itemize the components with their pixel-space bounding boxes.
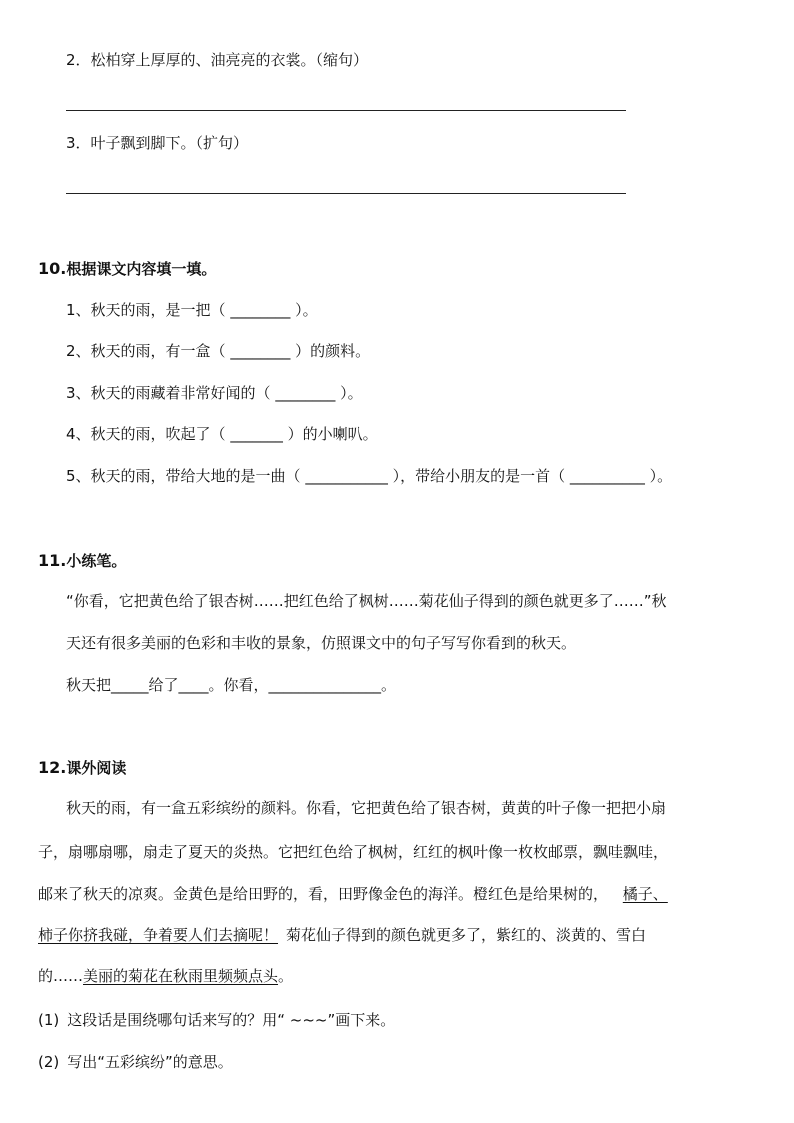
q10-item-3: 3、秋天的雨藏着非常好闻的（ ________ ）。	[66, 384, 363, 402]
q11-line-3: 秋天把_____给了____。你看，_______________。	[66, 676, 397, 694]
question-title: 课外阅读	[66, 759, 127, 777]
question-title: 小练笔。	[66, 552, 127, 570]
question-number: 12.	[38, 758, 67, 777]
question-title: 根据课文内容填一填。	[66, 260, 217, 278]
reading-line-5	[38, 966, 293, 986]
q10-item-2: 2、秋天的雨，有一盒（ ________ ）的颜料。	[66, 342, 371, 360]
underlined-text: 橘子、	[622, 885, 668, 903]
reading-line-3	[38, 884, 668, 904]
q9-item-3: 3．叶子飘到脚下。（扩句）	[66, 134, 249, 152]
reading-text: 邮来了秋天的凉爽。金黄色是给田野的，看，田野像金色的海洋。橙红色是给果树的，	[38, 885, 609, 903]
answer-line[interactable]	[66, 193, 626, 194]
reading-text: 的……	[38, 967, 84, 985]
reading-line-1: 秋天的雨，有一盒五彩缤纷的颜料。你看，它把黄色给了银杏树，黄黄的叶子像一把把小扇	[66, 799, 667, 817]
sub-question-label: (2)	[38, 1053, 60, 1071]
sub-question-1	[38, 1010, 395, 1030]
question-number: 10.	[38, 259, 67, 278]
reading-text: 菊花仙子得到的颜色就更多了，紫红的、淡黄的、雪白	[286, 926, 647, 944]
underlined-text: 柿子你挤我碰，争着要人们去摘呢！	[38, 926, 279, 944]
sub-question-text: 写出“五彩缤纷”的意思。	[67, 1053, 233, 1071]
underlined-text: 美丽的菊花在秋雨里频频点头	[83, 967, 279, 985]
q9-item-2: 2．松柏穿上厚厚的、油亮亮的衣裳。（缩句）	[66, 51, 369, 69]
q10-heading	[38, 259, 216, 279]
question-number: 11.	[38, 551, 67, 570]
sub-question-label: (1)	[38, 1011, 60, 1029]
q10-item-4: 4、秋天的雨，吹起了（ _______ ）的小喇叭。	[66, 425, 378, 443]
q10-item-5: 5、秋天的雨，带给大地的是一曲（ ___________ ），带给小朋友的是一首（ __________ ）。	[66, 467, 673, 485]
q12-heading	[38, 758, 126, 778]
reading-line-4	[38, 925, 646, 945]
answer-line[interactable]	[66, 110, 626, 111]
q10-item-1: 1、秋天的雨，是一把（ ________ ）。	[66, 301, 318, 319]
q11-heading	[38, 551, 126, 571]
q11-line-1: “你看，它把黄色给了银杏树……把红色给了枫树……菊花仙子得到的颜色就更多了……”秋	[66, 592, 667, 610]
sub-question-text: 这段话是围绕哪句话来写的？用“ ~~~”画下来。	[67, 1011, 396, 1029]
reading-line-2: 子，扇哪扇哪，扇走了夏天的炎热。它把红色给了枫树，红红的枫叶像一枚枚邮票，飘哇飘哇，	[38, 843, 669, 861]
sub-question-2	[38, 1052, 233, 1072]
q11-line-2: 天还有很多美丽的色彩和丰收的景象，仿照课文中的句子写写你看到的秋天。	[66, 634, 577, 652]
reading-text: 。	[278, 967, 294, 985]
